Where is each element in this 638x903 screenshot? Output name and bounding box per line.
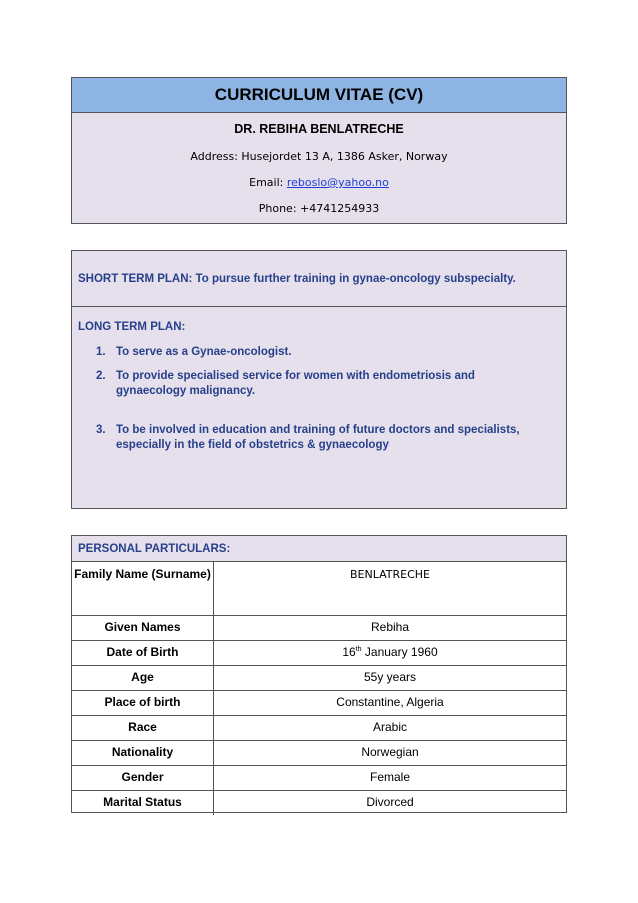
email-line xyxy=(72,176,566,189)
long-term-plan-list xyxy=(72,345,566,453)
table-row xyxy=(72,766,566,791)
address-line: Address: Husejordet 13 A, 1386 Asker, Norway xyxy=(190,150,448,163)
personal-particulars-title: PERSONAL PARTICULARS: xyxy=(72,536,566,562)
table-row xyxy=(72,616,566,641)
row-label: Family Name (Surname) xyxy=(72,562,214,615)
row-value: Constantine, Algeria xyxy=(336,695,444,709)
row-label: Place of birth xyxy=(72,691,214,715)
row-value: 55y years xyxy=(363,670,417,684)
table-row xyxy=(72,741,566,766)
personal-particulars-table xyxy=(71,535,567,813)
list-number: 2. xyxy=(96,370,106,382)
row-value: Arabic xyxy=(372,720,407,734)
cv-header-box xyxy=(71,77,567,224)
table-row xyxy=(72,666,566,691)
table-row xyxy=(72,716,566,741)
list-text: To serve as a Gynae-oncologist. xyxy=(116,346,292,358)
row-value: Norwegian xyxy=(361,745,419,759)
list-item xyxy=(96,423,566,453)
row-label: Race xyxy=(72,716,214,740)
email-link[interactable]: reboslo@yahoo.no xyxy=(286,176,389,189)
phone-line: Phone: +4741254933 xyxy=(258,202,380,215)
row-value xyxy=(214,641,566,665)
row-label: Nationality xyxy=(72,741,214,765)
list-text: To be involved in education and training of future doctors and specialists, especially in the field of obstetrics & gynaecology xyxy=(116,424,520,451)
list-item xyxy=(96,369,566,399)
dob-month-year: January 1960 xyxy=(361,645,438,659)
list-item xyxy=(96,345,566,360)
table-row xyxy=(72,691,566,716)
row-label: Age xyxy=(72,666,214,690)
table-row xyxy=(72,641,566,666)
email-label: Email: xyxy=(249,176,284,189)
row-value: Female xyxy=(369,770,410,784)
row-label: Given Names xyxy=(72,616,214,640)
row-label: Marital Status xyxy=(72,791,214,815)
list-number: 1. xyxy=(96,346,106,358)
plans-box xyxy=(71,250,567,509)
dob-day: 16 xyxy=(342,645,356,659)
row-value: Divorced xyxy=(366,795,414,809)
row-label: Gender xyxy=(72,766,214,790)
row-value: Rebiha xyxy=(370,620,410,634)
row-value: BENLATRECHE xyxy=(350,568,430,581)
long-term-plan-title: LONG TERM PLAN: xyxy=(78,321,186,333)
table-row xyxy=(72,791,566,815)
dob-suffix: th xyxy=(355,646,362,653)
short-term-plan: SHORT TERM PLAN: To pursue further training in gynae-oncology subspecialty. xyxy=(72,251,566,307)
cv-title: CURRICULUM VITAE (CV) xyxy=(72,78,566,113)
doctor-name: DR. REBIHA BENLATRECHE xyxy=(234,122,404,136)
row-label: Date of Birth xyxy=(72,641,214,665)
table-row xyxy=(72,562,566,616)
list-text: To provide specialised service for women with endometriosis and gynaecology malignancy. xyxy=(116,370,475,397)
list-number: 3. xyxy=(96,424,106,436)
